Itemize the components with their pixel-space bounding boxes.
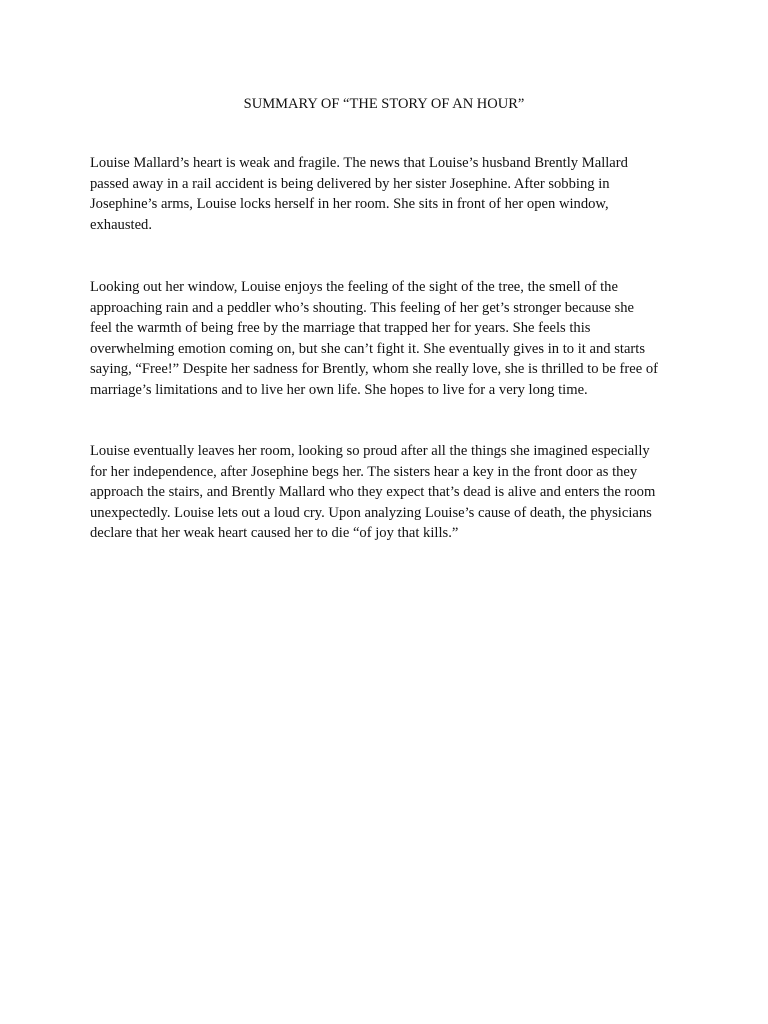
paragraph-line: Looking out her window, Louise enjoys the feeling of the sight of the tree, the smell of the — [90, 279, 618, 295]
paragraph-line: approach the stairs, and Brently Mallard who they expect that’s dead is alive and enters the room — [90, 484, 656, 500]
paragraph-line: for her independence, after Josephine begs her. The sisters hear a key in the front door as they — [90, 463, 638, 480]
paragraph-2 — [90, 277, 690, 400]
paragraph-line: overwhelming emotion coming on, but she can’t fight it. She eventually gives in to it and starts — [90, 340, 646, 357]
document-title: SUMMARY OF “THE STORY OF AN HOUR” — [243, 96, 525, 112]
paragraph-line: unexpectedly. Louise lets out a loud cry. Upon analyzing Louise’s cause of death, the physicians — [90, 504, 652, 521]
paragraph-line: exhausted. — [90, 216, 153, 233]
paragraph-3 — [90, 441, 690, 544]
paragraph-line: approaching rain and a peddler who’s shouting. This feeling of her get’s stronger because she — [90, 299, 635, 316]
paragraph-line: feel the warmth of being free by the marriage that trapped her for years. She feels this — [90, 320, 591, 336]
paragraph-1 — [90, 153, 690, 235]
paragraph-line: marriage’s limitations and to live her own life. She hopes to live for a very long time. — [90, 381, 588, 398]
paragraph-line: saying, “Free!” Despite her sadness for Brently, whom she really love, she is thrilled to be free of — [90, 361, 659, 377]
paragraph-line: declare that her weak heart caused her to die “of joy that kills.” — [90, 525, 459, 541]
paragraph-line: passed away in a rail accident is being delivered by her sister Josephine. After sobbing in — [90, 175, 610, 192]
paragraph-line: Louise eventually leaves her room, looking so proud after all the things she imagined especially — [90, 443, 650, 459]
paragraph-line: Josephine’s arms, Louise locks herself in her room. She sits in front of her open window, — [90, 196, 609, 212]
paragraph-line: Louise Mallard’s heart is weak and fragile. The news that Louise’s husband Brently Mallard — [90, 155, 628, 171]
